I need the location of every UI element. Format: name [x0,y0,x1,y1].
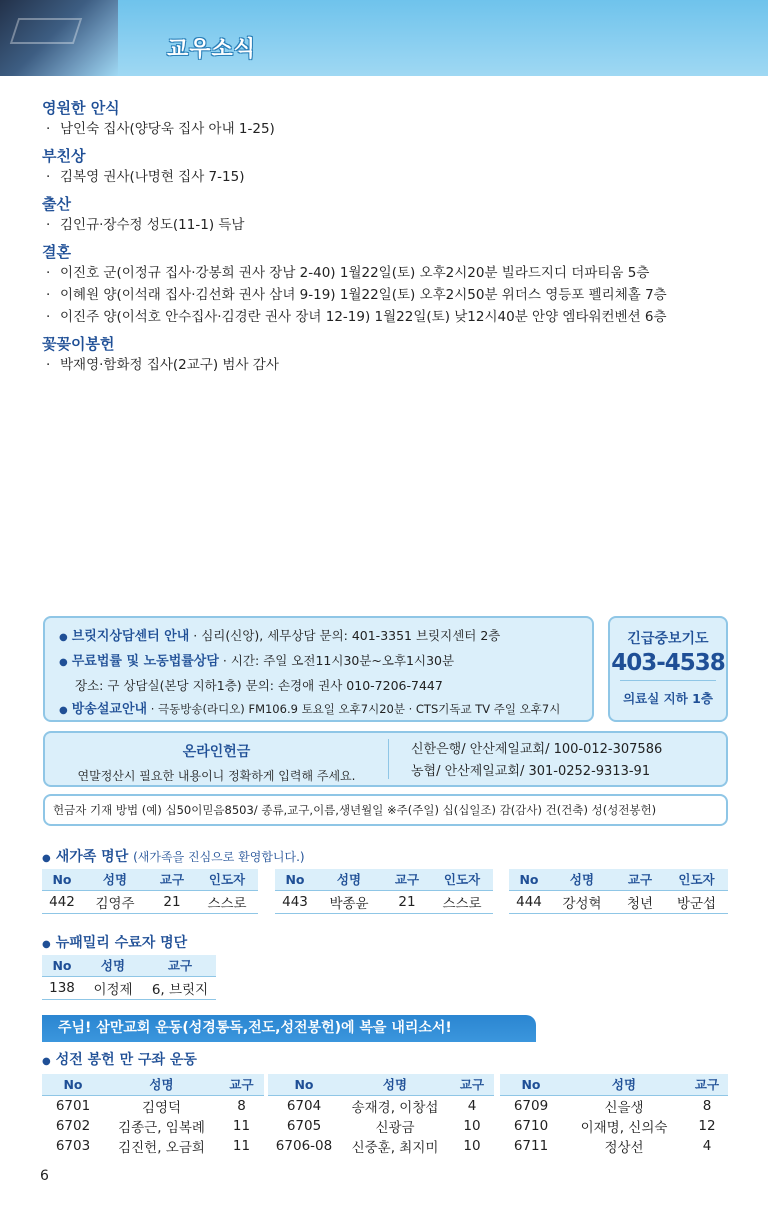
info-line-bridge: ● 브릿지상담센터 안내 · 심리(신앙), 세무상담 문의: 401-3351 브릿지센터 2층 [59,628,501,644]
newfamily-table-3: No 성명 교구 인도자 444 강성혁 청년 방군섭 [509,869,728,914]
news-heading: 꽃꽂이봉헌 [42,335,115,353]
newfamily-table-2: No 성명 교구 인도자 443 박종윤 21 스스로 [275,869,493,914]
bullet-icon: ● [42,1056,51,1067]
offering-method-note: 헌금자 기재 방법 (예) 십50이믿음8503/ 종류,교구,이름,생년월일 ※주(주일) 십(십일조) 감(감사) 건(건축) 성(성전봉헌) [43,794,728,826]
info-box [43,616,594,722]
bullet-icon: ● [59,632,68,643]
news-heading: 부친상 [42,147,86,165]
newfamily-heading: ● 새가족 명단 (새가족을 진심으로 환영합니다.) [42,849,305,865]
info-line-broadcast: ● 방송설교안내 · 극동방송(라디오) FM106.9 토요일 오후7시20분 · CTS기독교 TV 주일 오후7시 [59,702,561,717]
table-row: 6701 김영덕 8 [55,1097,246,1116]
page-number: 6 [40,1168,49,1184]
news-heading: 영원한 안식 [42,99,120,117]
news-list [42,98,742,382]
emergency-title: 긴급중보기도 [627,631,709,647]
online-title: 온라인헌금 [182,744,251,760]
header-banner [0,0,768,76]
page-title: 교우소식 [167,37,257,62]
offering-heading: ● 성전 봉헌 만 구좌 운동 [42,1052,197,1068]
newfamily-grad-table: No 성명 교구 138 이정제 6, 브릿지 [42,955,216,1000]
news-item: · 남인숙 집사(양당욱 집사 아내 1-25) [46,121,275,137]
table-row: 6703 김진헌, 오금희 11 [55,1137,251,1156]
bullet-icon: ● [42,853,51,864]
online-offering-left [45,733,388,785]
header-photo [0,0,118,76]
emergency-prayer-box [608,616,728,722]
newfamily-grad-heading: ● 뉴패밀리 수료자 명단 [42,935,188,951]
emergency-number: 403-4538 [611,650,725,676]
news-item: · 박재영·함화정 집사(2교구) 범사 감사 [46,357,279,373]
news-item: · 김복영 권사(나명현 집사 7-15) [46,169,245,185]
table-row: 6704 송재경, 이창섭 4 [286,1097,477,1116]
divider [620,680,716,681]
bullet-icon: ● [59,705,68,716]
offering-table-1: No 성명 교구 6701 김영덕 8 6702 김종근, 임복례 11 6703 김진헌, 오금희 11 [42,1074,264,1156]
news-section-father [42,146,742,188]
divider [388,739,389,779]
news-heading: 결혼 [42,243,71,261]
news-section-flowers [42,334,742,376]
bullet-icon: ● [42,939,51,950]
bank-account: 신한은행/ 안산제일교회/ 100-012-307586 [411,742,663,757]
online-note: 연말정산시 필요한 내용이니 정확하게 입력해 주세요. [77,769,356,783]
news-item: · 김인규·장수정 성도(11-1) 득남 [46,217,245,233]
emergency-floor: 의료실 지하 1층 [623,691,713,706]
table-row: 6706-08 신중훈, 최지미 10 [275,1137,481,1156]
table-row: 444 강성혁 청년 방군섭 [509,890,728,913]
news-section-wedding [42,242,742,328]
newfamily-table-1: No 성명 교구 인도자 442 김영주 21 스스로 [42,869,258,914]
online-offering-box [43,731,728,787]
table-row: 6711 정상선 4 [513,1137,712,1156]
offering-table-3: No 성명 교구 6709 신을생 8 6710 이재명, 신의숙 12 6711 정상선 4 [500,1074,728,1156]
news-section-birth [42,194,742,236]
table-row: 6702 김종근, 임복례 11 [55,1117,251,1136]
prayer-banner: 주님! 삼만교회 운동(성경통독,전도,성전봉헌)에 복을 내리소서! [42,1015,536,1042]
info-line-legal-place: 장소: 구 상담실(본당 지하1층) 문의: 손경애 권사 010-7206-7447 [75,678,443,693]
table-row: 6709 신을생 8 [513,1097,712,1116]
bank-accounts [411,739,662,783]
table-row: 6705 신광금 10 [286,1117,481,1136]
table-row: 138 이정제 6, 브릿지 [42,976,216,999]
table-row: 6710 이재명, 신의숙 12 [513,1117,716,1136]
offering-table-2: No 성명 교구 6704 송재경, 이창섭 4 6705 신광금 10 6706-08 신중훈, 최지미 10 [268,1074,494,1156]
news-item: · 이진주 양(이석호 안수집사·김경란 권사 장녀 12-19) 1월22일(토) 낮12시40분 안양 엠타워컨벤션 6층 [46,309,667,325]
table-row: 443 박종윤 21 스스로 [275,890,493,913]
news-heading: 출산 [42,195,71,213]
news-section-rest [42,98,742,140]
info-line-legal: ● 무료법률 및 노동법률상담 · 시간: 주일 오전11시30분~오후1시30분 [59,653,455,669]
news-item: · 이진호 군(이정규 집사·강봉희 권사 장남 2-40) 1월22일(토) 오후2시20분 빌라드지디 더파티움 5층 [46,265,650,281]
bullet-icon: ● [59,657,68,668]
bank-account: 농협/ 안산제일교회/ 301-0252-9313-91 [411,764,651,779]
table-row: 442 김영주 21 스스로 [42,890,258,913]
news-item: · 이혜원 양(이석래 집사·김선화 권사 삼녀 9-19) 1월22일(토) 오후2시50분 위더스 영등포 펠리체홀 7층 [46,287,667,303]
